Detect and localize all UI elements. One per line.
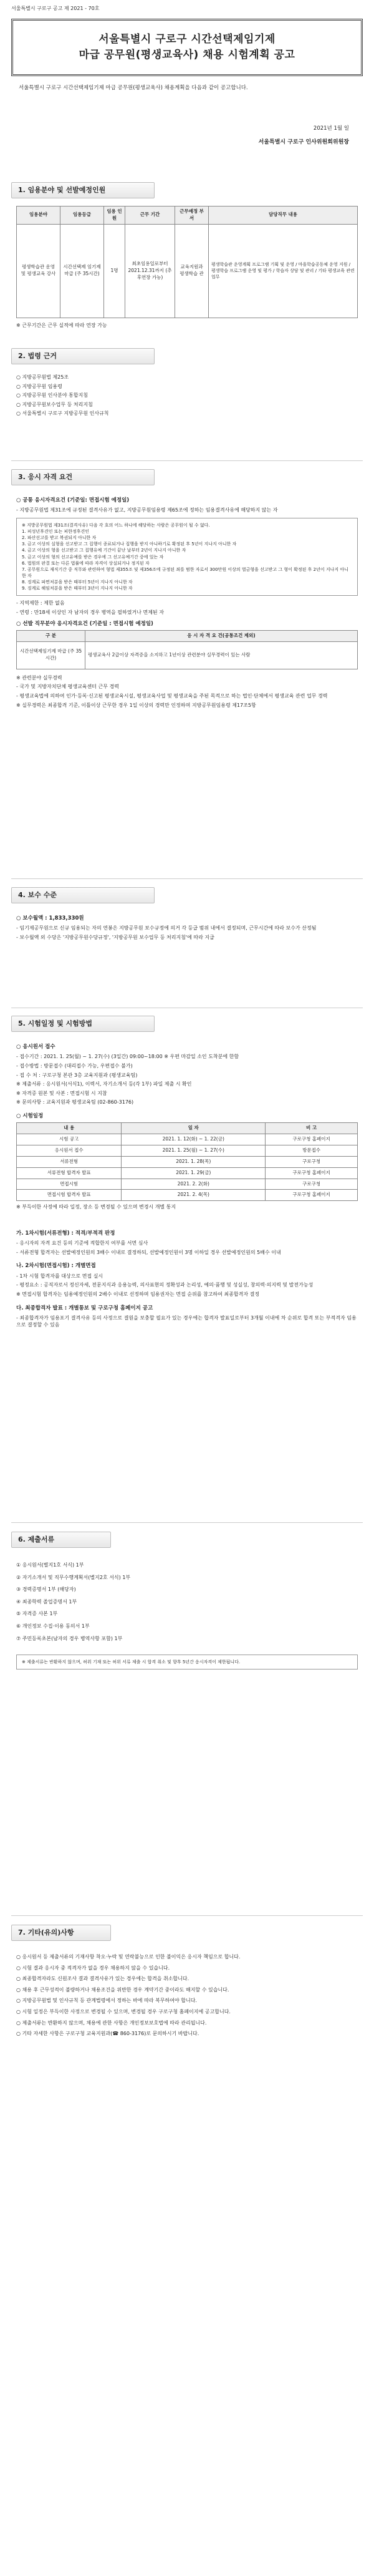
application-heading: ○ 응시원서 접수: [16, 1044, 55, 1050]
intro-text: 서울특별시 구로구 시간선택제임기제 마급 공무원(평생교육사) 채용계획을 다음과 같이 공고합니다.: [19, 85, 248, 91]
divider: [11, 878, 363, 879]
disq-line: 3. 금고 이상의 실형을 선고받고 그 집행이 종료되거나 집행을 받지 아니하기로 확정된 후 5년이 지나지 아니한 자: [22, 542, 237, 547]
grade-qualification-title: ○ 선발 직무분야 응시자격요건 (기준일 : 면접시험 예정일): [16, 620, 153, 627]
disq-line: 6. 법원의 판결 또는 다른 법률에 따라 자격이 상실되거나 정지된 자: [22, 560, 150, 566]
application-line: - 접수방법 : 방문접수 (대리접수 가능, 우편접수 불가): [16, 1062, 133, 1069]
disq-line: 7. 공무원으로 재직기간 중 직무와 관련하여 형법 제355조 및 제356조에 규정된 죄를 범한 자로서 300만원 이상의 벌금형을 선고받고 그 형이 확정된 후 2년이 지나지 아니한 자: [22, 566, 348, 579]
method-b-line: - 1차 시험 합격자를 대상으로 면접 실시: [16, 1273, 103, 1279]
disq-line: 2. 파산선고를 받고 복권되지 아니한 자: [22, 535, 97, 541]
section-1-heading: 1. 임용분야 및 선발예정인원: [11, 182, 155, 198]
schedule-row: 면접시험 2021. 2. 2(화) 구로구청: [17, 1179, 358, 1190]
divider: [11, 1522, 363, 1523]
recruitment-table: [16, 206, 358, 318]
section-5-body: [16, 1039, 358, 1331]
law-item: ○ 지방공무원 인사분야 통합지침: [16, 392, 89, 399]
notice-item: ○ 최종합격자라도 신원조사 결과 결격사유가 있는 경우에는 합격을 취소합니다.: [16, 1976, 189, 1982]
method-a-line: - 응시자의 자격 요건 등의 기준에 적합한지 여부를 서면 심사: [16, 1240, 148, 1247]
notice-item: ○ 시험 일정은 부득이한 사정으로 변경될 수 있으며, 변경될 경우 구로구청 홈페이지에 공고합니다.: [16, 2008, 231, 2015]
cell-period: 최초임용일로부터 2021.12.31까지 (추후연장 가능): [125, 224, 175, 318]
notice-item: ○ 제출서류는 반환하지 않으며, 채용에 관한 사항은 개인정보보호법에 따라 관리됩니다.: [16, 2019, 207, 2026]
th-duties: 담당직무 내용: [209, 207, 358, 225]
application-line: ※ 제출서류 : 응시원서(서식1), 이력서, 자기소개서 등(각 1부) 파일 제출 시 확인: [16, 1081, 192, 1087]
disq-line: 9. 징계로 해임처분을 받은 때부터 3년이 지나지 아니한 자: [22, 586, 133, 591]
schedule-table: [16, 1122, 358, 1201]
section-2-heading: 2. 법령 근거: [11, 348, 155, 364]
cell-count: 1명: [104, 224, 125, 318]
experience-note: ※ 관련분야 실무경력: [16, 674, 62, 681]
documents-box-note: ※ 제출서류는 반환하지 않으며, 허위 기재 또는 허위 서류 제출 시 합격 취소 및 향후 5년간 응시자격이 제한됩니다.: [16, 1655, 358, 1670]
disq-line: 5. 금고 이상의 형의 선고유예를 받은 경우에 그 선고유예기간 중에 있는 자: [22, 554, 164, 560]
divider: [11, 460, 363, 461]
method-a-heading: 가. 1차시험(서류전형) : 적격/부적격 판정: [16, 1230, 115, 1237]
th-field: 임용분야: [17, 207, 60, 225]
notice-item: ○ 응시원서 등 제출서류의 기재사항 착오·누락 및 연락불능으로 인한 불이익은 응시자 책임으로 합니다.: [16, 1954, 241, 1960]
divider: [11, 1915, 363, 1916]
method-a-line: - 서류전형 합격자는 선발예정인원의 3배수 이내로 결정하되, 선발예정인원이 3명 이하일 경우 선발예정인원의 5배수 이내: [16, 1249, 281, 1255]
method-b-line: - 평정요소 : 공직자로서 정신자세, 전문지식과 응용능력, 의사표현의 정확성과 논리성, 예의·품행 및 성실성, 창의력·의지력 및 발전가능성: [16, 1282, 314, 1288]
notice-item: ○ 시험 결과 응시자 중 적격자가 없을 경우 채용하지 않을 수 있습니다.: [16, 1965, 170, 1971]
residence-requirement: - 지역제한 : 제한 없음: [16, 600, 65, 606]
method-c-line: - 최종합격자가 임용포기 결격사유 등의 사정으로 결원을 보충할 필요가 있는 경우에는 합격자 발표일로부터 3개월 이내에 차 순위로 합격 또는 부적격자 임용으로 결정할 수 있음: [16, 1315, 357, 1328]
salary-amount: ○ 보수월액 : 1,833,330원: [16, 915, 84, 921]
schedule-row: 서류전형 2021. 1. 28(목) 구로구청: [17, 1156, 358, 1167]
method-b-heading: 나. 2차시험(면접시험) : 개별면접: [16, 1263, 96, 1270]
document-item: ⑦ 주민등록초본(남자의 경우 병역사항 포함) 1부: [16, 1635, 123, 1641]
title-line-1: 서울특별시 구로구 시간선택제임기제: [98, 33, 276, 46]
document-number: 서울특별시 구로구 공고 제 2021 - 70호: [11, 6, 100, 11]
section-5-heading: 5. 시험일정 및 시험방법: [11, 1016, 155, 1032]
document-item: ⑥ 개인정보 수집·이용 동의서 1부: [16, 1623, 90, 1629]
th-count: 임용 인원: [104, 207, 125, 225]
schedule-note: ※ 부득이한 사정에 따라 일정, 장소 등 변경될 수 있으며 변경시 개별 통지: [16, 1204, 176, 1210]
disq-line: 1. 피성년후견인 또는 피한정후견인: [22, 529, 90, 535]
announcement-date: 2021년 1월 일: [313, 125, 349, 132]
salary-note: - 보수월액 외 수당은 '지방공무원수당규정', '지방공무원 보수업무 등 처리지침'에 따라 지급: [16, 934, 214, 940]
title-box: [11, 19, 363, 76]
experience-note: ※ 실무경력은 최종합격 기준, 이틀이상 근무한 경우 1일 이상의 경력만 인정하며 지방공무원임용령 제17조5항: [16, 702, 256, 708]
schedule-row: 면접시험 합격자 발표 2021. 2. 4(목) 구로구청 홈페이지: [17, 1190, 358, 1201]
disq-line: ※ 지방공무원법 제31조(결격사유) 다음 각 호의 어느 하나에 해당하는 사람은 공무원이 될 수 없다.: [22, 522, 210, 528]
disq-line: 4. 금고 이상의 형을 선고받고 그 집행유예 기간이 끝난 날부터 2년이 지나지 아니한 자: [22, 548, 186, 553]
th-date: 일 자: [122, 1123, 266, 1134]
experience-note: - 국가 및 지방자치단체 평생교육센터 근무 경력: [16, 684, 119, 690]
cell-requirement: 평생교육사 2급이상 자격증을 소지하고 1년이상 관련분야 실무경력이 있는 사람: [85, 641, 358, 669]
common-qualification-title: ○ 공통 응시자격요건 (기준일: 면접시험 예정일): [16, 497, 130, 503]
age-requirement: - 연령 : 만18세 이상인 자 남자의 경우 병역을 필하였거나 면제된 자: [16, 610, 164, 616]
section-6-heading: 6. 제출서류: [11, 1532, 111, 1548]
table1-note: ※ 근무기간은 근무 실적에 따라 연장 가능: [16, 322, 107, 328]
laws-list: [16, 372, 358, 419]
experience-note: - 평생교육법에 의하여 인가·등록·신고된 평생교육시설, 평생교육사업 및 평생교육을 주된 목적으로 하는 법인·단체에서 평생교육 관련 업무 경력: [16, 693, 328, 699]
cell-dept: 교육지원과 평생학습 관: [175, 224, 209, 318]
th-remark: 비 고: [266, 1123, 358, 1134]
notice-item: ○ 지방공무원법 및 인사규칙 등 관계법령에서 정하는 바에 따라 복무하여야 합니다.: [16, 1998, 197, 2004]
th-period: 근무 기간: [125, 207, 175, 225]
notice-item: ○ 채용 후 근무성적이 불량하거나 채용조건을 위반한 경우 계약기간 중이라도 해지할 수 있습니다.: [16, 1986, 229, 1993]
law-item: ○ 지방공무원법 제25조: [16, 374, 69, 380]
document-item: ④ 최종학력 졸업증명서 1부: [16, 1598, 77, 1605]
cell-category: 시간선택제임기제 마급 (주 35시간): [17, 641, 85, 669]
notice-item: ○ 기타 자세한 사항은 구로구청 교육지원과(☎ 860-3176)로 문의하시기 바랍니다.: [16, 2031, 199, 2037]
section-3-body: [16, 493, 358, 711]
schedule-heading: ○ 시험일정: [16, 1112, 44, 1119]
title-line-2: 마급 공무원(평생교육사) 채용 시험계획 공고: [79, 49, 295, 61]
th-grade: 임용등급: [60, 207, 104, 225]
th-content: 내 용: [17, 1123, 122, 1134]
application-line: - 접 수 처 : 구로구청 본관 3층 교육지원과 (평생교육팀): [16, 1072, 138, 1078]
method-b-line: ※ 면접시험 합격자는 임용예정인원의 2배수 이내로 선정하며 임용권자는 면접 순위를 참고하여 최종합격자 결정: [16, 1291, 260, 1297]
common-qualification-desc: - 지방공무원법 제31조에 규정된 결격사유가 없고, 지방공무원임용령 제65조에 정하는 임용결격사유에 해당하지 않는 자: [16, 507, 278, 513]
recruitment-table-header: [17, 207, 358, 225]
section-4-body: [16, 911, 358, 943]
law-item: ○ 서울특별시 구로구 지방공무원 인사규칙: [16, 411, 109, 417]
document-item: ② 자기소개서 및 직무수행계획서(별지2호 서식) 1부: [16, 1574, 131, 1580]
section-4-heading: 4. 보수 수준: [11, 887, 155, 903]
application-line: ※ 자격증 원본 및 사본 : 면접시험 시 지참: [16, 1090, 107, 1096]
method-c-heading: 다. 최종합격자 발표 : 개별통보 및 구로구청 홈페이지 공고: [16, 1305, 153, 1311]
th-requirement: 응 시 자 격 요 건(공통조건 제외): [85, 630, 358, 641]
law-item: ○ 지방공무원보수업무 등 처리지침: [16, 401, 93, 407]
section-1-body: [16, 206, 358, 331]
signer: 서울특별시 구로구 인사위원회위원장: [258, 139, 349, 145]
cell-field: 평생학습관 운영 및 평생교육 강사: [17, 224, 60, 318]
document-item: ⑤ 자격증 사본 1부: [16, 1611, 58, 1617]
salary-note: - 임기제공무원으로 신규 임용되는 자의 연봉은 지방공무원 보수규정에 의거 각 등급 범위 내에서 결정되며, 근무시간에 따라 보수가 산정됨: [16, 925, 317, 931]
law-item: ○ 지방공무원 임용령: [16, 383, 62, 389]
cell-duties: 평생학습관 운영계획 프로그램 기획 및 운영 / 마을학습공동체 운영 지원 / 평생학습 프로그램 운영 및 평가 / 학습자 상담 및 관리 / 기타 평생교육 관련 업무: [209, 224, 358, 318]
grade-qualification-table: [16, 630, 358, 669]
schedule-row: 응시원서 접수 2021. 1. 25(월) ~ 1. 27(수) 방문접수: [17, 1145, 358, 1156]
application-line: ※ 문의사항 : 교육지원과 평생교육팀 (02-860-3176): [16, 1099, 134, 1106]
cell-grade: 시간선택제 임기제 마급 (주 35시간): [60, 224, 104, 318]
document-item: ③ 경력증명서 1부 (해당자): [16, 1587, 76, 1593]
section-7-body: [16, 1950, 358, 2041]
section-7-heading: 7. 기타(유의)사항: [11, 1925, 111, 1941]
schedule-row: 시험 공고 2021. 1. 12(화) ~ 1. 22(금) 구로구청 홈페이지: [17, 1134, 358, 1145]
section-6-body: [16, 1557, 358, 1670]
disqualification-box: [16, 518, 358, 596]
section-3-heading: 3. 응시 자격 요건: [11, 469, 155, 485]
document-item: ① 응시원서(별지1호 서식) 1부: [16, 1562, 84, 1568]
schedule-row: 서류전형 합격자 발표 2021. 1. 29(금) 구로구청 홈페이지: [17, 1167, 358, 1179]
recruitment-table-row: [17, 224, 358, 318]
th-dept: 근무예정 부서: [175, 207, 209, 225]
disq-line: 8. 징계로 파면처분을 받은 때부터 5년이 지나지 아니한 자: [22, 580, 133, 585]
application-line: - 접수기간 : 2021. 1. 25(월) ~ 1. 27(수) (3일간) 09:00~18:00 ※ 우편 마감일 소인 도착분에 한함: [16, 1054, 239, 1060]
th-category: 구 분: [17, 630, 85, 641]
experience-notes: [16, 674, 358, 709]
